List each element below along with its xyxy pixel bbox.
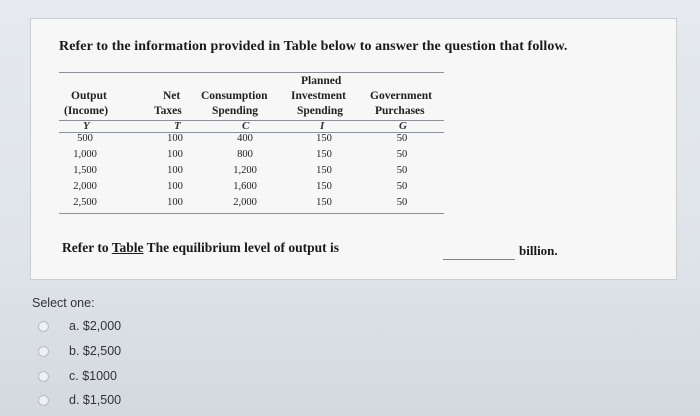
cell-g: 50	[396, 181, 408, 192]
blank-suffix: billion.	[519, 243, 558, 258]
header-purchases: Purchases	[375, 105, 425, 117]
option-label: d. $1,500	[69, 393, 122, 407]
header-consumption: Consumption	[201, 90, 268, 102]
header-government: Government	[370, 90, 432, 102]
blank-prefix: Refer to	[62, 240, 112, 255]
symbol-g: G	[399, 120, 407, 132]
radio-button[interactable]	[38, 395, 49, 406]
question-card	[30, 18, 677, 280]
cell-c: 1,200	[233, 165, 257, 176]
header-taxes: Taxes	[154, 105, 182, 117]
cell-c: 800	[237, 149, 253, 160]
cell-i: 150	[316, 181, 332, 192]
cell-t: 100	[167, 149, 183, 160]
option-label: b. $2,500	[69, 344, 122, 358]
cell-i: 150	[316, 165, 332, 176]
header-output: Output	[71, 90, 107, 102]
symbol-i: I	[320, 120, 325, 132]
cell-t: 100	[167, 133, 183, 144]
cell-c: 400	[237, 133, 253, 144]
table-row	[59, 197, 444, 213]
header-spending-i: Spending	[297, 105, 344, 117]
option-label: c. $1000	[69, 369, 117, 383]
cell-c: 1,600	[233, 181, 257, 192]
data-table	[59, 72, 444, 213]
header-rule	[59, 120, 444, 121]
symbol-c: C	[242, 120, 250, 132]
option-d[interactable]	[38, 390, 121, 410]
symbol-y: Y	[83, 120, 90, 132]
option-label: a. $2,000	[69, 319, 122, 333]
table-row	[59, 181, 444, 197]
question-text: Refer to the information provided in Table below to answer the question that follow.	[59, 39, 568, 54]
radio-button[interactable]	[38, 371, 49, 382]
header-income: (Income)	[64, 105, 109, 117]
cell-t: 100	[167, 181, 183, 192]
cell-y: 500	[77, 133, 93, 144]
table-row	[59, 149, 444, 165]
cell-g: 50	[396, 133, 408, 144]
cell-y: 2,000	[73, 181, 97, 192]
header-planned: Planned	[301, 75, 342, 87]
option-b[interactable]	[38, 341, 121, 361]
blank-rest: The equilibrium level of output is	[143, 240, 340, 255]
cell-i: 150	[316, 197, 332, 208]
fill-in-question	[62, 240, 339, 256]
table-body	[59, 131, 444, 213]
cell-g: 50	[396, 149, 408, 160]
option-a[interactable]	[38, 316, 121, 336]
table-header	[59, 73, 444, 131]
table-bottom-rule	[59, 213, 444, 214]
cell-t: 100	[167, 165, 183, 176]
cell-y: 1,000	[73, 149, 97, 160]
cell-y: 2,500	[73, 197, 97, 208]
radio-button[interactable]	[38, 346, 49, 357]
cell-i: 150	[316, 149, 332, 160]
header-investment: Investment	[291, 90, 346, 102]
radio-button[interactable]	[38, 321, 49, 332]
header-spending-c: Spending	[212, 105, 259, 117]
option-c[interactable]	[38, 366, 117, 386]
cell-t: 100	[167, 197, 183, 208]
cell-g: 50	[396, 165, 408, 176]
cell-i: 150	[316, 133, 332, 144]
symbol-t: T	[174, 120, 181, 132]
table-row	[59, 133, 444, 149]
answer-blank	[443, 259, 515, 260]
cell-y: 1,500	[73, 165, 97, 176]
table-row	[59, 165, 444, 181]
cell-c: 2,000	[233, 197, 257, 208]
cell-g: 50	[396, 197, 408, 208]
header-net: Net	[163, 90, 181, 102]
table-link[interactable]: Table	[111, 240, 144, 255]
select-one-label: Select one:	[32, 296, 95, 310]
